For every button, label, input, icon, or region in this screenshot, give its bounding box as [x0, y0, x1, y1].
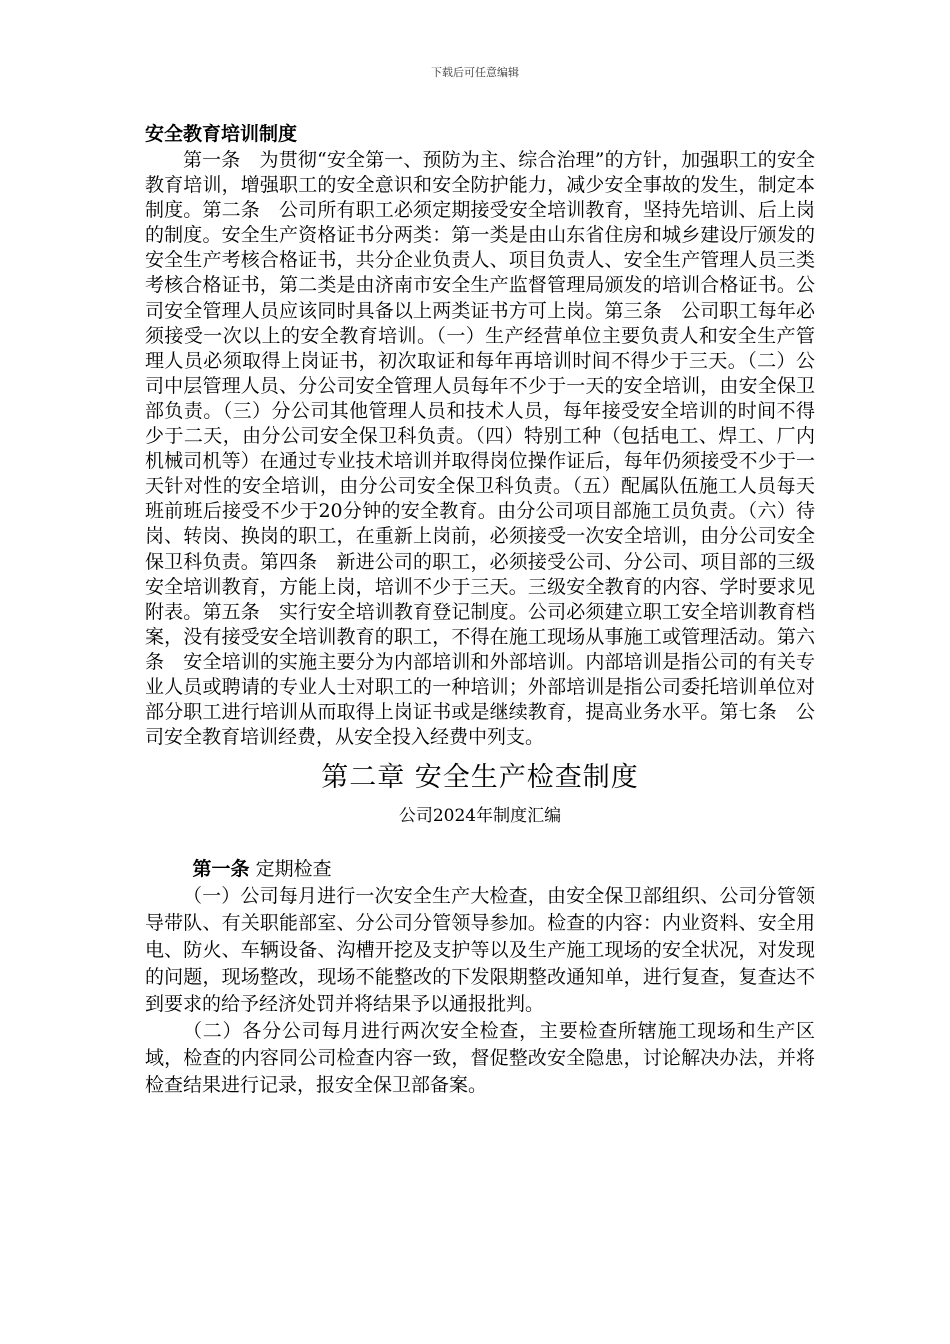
article-name: 定期检查: [255, 858, 332, 881]
article-paragraph-2: （二）各分公司每月进行两次安全检查，主要检查所辖施工现场和生产区域，检查的内容同公司检查内容一致，督促整改安全隐患，讨论解决办法，并将检查结果进行记录，报安全保卫部备案。: [145, 1020, 815, 1097]
chapter-title: 第二章 安全生产检查制度: [321, 762, 639, 794]
article-paragraph-1: （一）公司每月进行一次安全生产大检查，由安全保卫部组织、公司分管领导带队、有关职能部室、分公司分管领导参加。检查的内容：内业资料、安全用电、防火、车辆设备、沟槽开挖及支护等以及生产施工现场的安全状况，对发现的问题，现场整改，现场不能整改的下发限期整改通知单，进行复查，复查达不到要求的给予经济处罚并将结果予以通报批判。: [145, 885, 815, 1016]
page-header-note: 下载后可任意编辑: [431, 66, 519, 79]
chapter-subtitle: 公司2024年制度汇编: [398, 806, 562, 827]
section-title: 安全教育培训制度: [145, 123, 298, 145]
document-content: [145, 120, 815, 1099]
article-label: 第一条: [192, 858, 250, 881]
section-body: 第一条 为贯彻“安全第一、预防为主、综合治理”的方针，加强职工的安全教育培训，增强职工的安全意识和安全防护能力，减少安全事故的发生，制定本制度。第二条 公司所有职工必须定期接受安全培训教育，坚持先培训、后上岗的制度。安全生产资格证书分两类：第一类是由山东省住房和城乡建设厅颁发的安全生产考核合格证书，共分企业负责人、项目负责人、安全生产管理人员三类考核合格证书，第二类是由济南市安全生产监督管理局颁发的培训合格证书。公司安全管理人员应该同时具备以上两类证书方可上岗。第三条 公司职工每年必须接受一次以上的安全教育培训。（一）生产经营单位主要负责人和安全生产管理人员必须取得上岗证书，初次取证和每年再培训时间不得少于三天。（二）公司中层管理人员、分公司安全管理人员每年不少于一天的安全培训，由安全保卫部负责。（三）分公司其他管理人员和技术人员，每年接受安全培训的时间不得少于二天，由分公司安全保卫科负责。（四）特别工种（包括电工、焊工、厂内机械司机等）在通过专业技术培训并取得岗位操作证后，每年仍须接受不少于一天针对性的安全培训，由分公司安全保卫科负责。（五）配属队伍施工人员每天班前班后接受不少于20分钟的安全教育。由分公司项目部施工员负责。（六）待岗、转岗、换岗的职工，在重新上岗前，必须接受一次安全培训，由分公司安全保卫科负责。第四条 新进公司的职工，必须接受公司、分公司、项目部的三级安全培训教育，方能上岗，培训不少于三天。三级安全教育的内容、学时要求见附表。第五条 实行安全培训教育登记制度。公司必须建立职工安全培训教育档案，没有接受安全培训教育的职工，不得在施工现场从事施工或管理活动。第六条 安全培训的实施主要分为内部培训和外部培训。内部培训是指公司的有关专业人员或聘请的专业人士对职工的一种培训；外部培训是指公司委托培训单位对部分职工进行培训从而取得上岗证书或是继续教育，提高业务水平。第七条 公司安全教育培训经费，从安全投入经费中列支。: [145, 149, 815, 749]
article-heading: [145, 856, 815, 883]
